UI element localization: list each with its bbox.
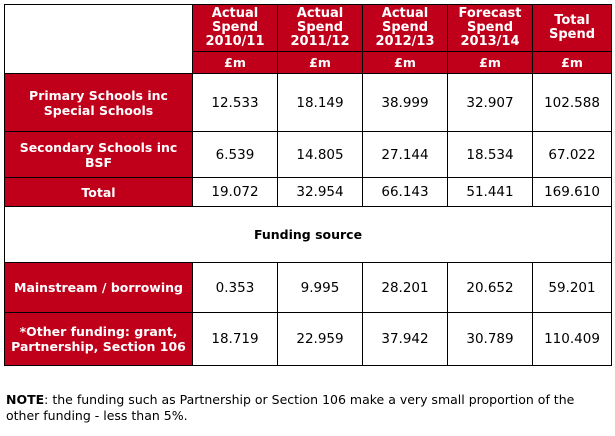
row-header-mainstream: Mainstream / borrowing bbox=[5, 263, 193, 313]
row-header-total: Total bbox=[5, 178, 193, 207]
col-header-2011: Actual Spend 2011/12 bbox=[278, 5, 363, 52]
note-label: NOTE bbox=[6, 392, 45, 407]
table-cell: 32.907 bbox=[448, 74, 533, 132]
unit-cell: £m bbox=[193, 52, 278, 74]
table-cell: 32.954 bbox=[278, 178, 363, 207]
table-cell: 169.610 bbox=[533, 178, 612, 207]
funding-source-heading: Funding source bbox=[5, 207, 612, 263]
row-header-secondary: Secondary Schools inc BSF bbox=[5, 132, 193, 178]
corner-cell bbox=[5, 5, 193, 74]
table-cell: 102.588 bbox=[533, 74, 612, 132]
table-cell: 30.789 bbox=[448, 313, 533, 366]
table-row bbox=[5, 178, 612, 207]
table-cell: 0.353 bbox=[193, 263, 278, 313]
col-header-total: Total Spend bbox=[533, 5, 612, 52]
table-row bbox=[5, 263, 612, 313]
table-cell: 18.534 bbox=[448, 132, 533, 178]
unit-cell: £m bbox=[278, 52, 363, 74]
table-cell: 18.719 bbox=[193, 313, 278, 366]
table-cell: 110.409 bbox=[533, 313, 612, 366]
unit-cell: £m bbox=[533, 52, 612, 74]
table-row bbox=[5, 132, 612, 178]
unit-cell: £m bbox=[363, 52, 448, 74]
table-cell: 67.022 bbox=[533, 132, 612, 178]
table-cell: 6.539 bbox=[193, 132, 278, 178]
table-cell: 27.144 bbox=[363, 132, 448, 178]
footnote bbox=[6, 392, 606, 424]
table-row bbox=[5, 313, 612, 366]
table-cell: 66.143 bbox=[363, 178, 448, 207]
note-text: : the funding such as Partnership or Section 106 make a very small proportion of the other funding - less than 5%. bbox=[6, 392, 575, 423]
table-cell: 51.441 bbox=[448, 178, 533, 207]
row-header-primary: Primary Schools inc Special Schools bbox=[5, 74, 193, 132]
unit-cell: £m bbox=[448, 52, 533, 74]
col-header-2013: Forecast Spend 2013/14 bbox=[448, 5, 533, 52]
table-cell: 28.201 bbox=[363, 263, 448, 313]
table-cell: 9.995 bbox=[278, 263, 363, 313]
table-cell: 12.533 bbox=[193, 74, 278, 132]
table-cell: 18.149 bbox=[278, 74, 363, 132]
table-cell: 20.652 bbox=[448, 263, 533, 313]
row-header-other-funding: *Other funding: grant, Partnership, Section 106 bbox=[5, 313, 193, 366]
table-cell: 59.201 bbox=[533, 263, 612, 313]
table-cell: 37.942 bbox=[363, 313, 448, 366]
table-cell: 22.959 bbox=[278, 313, 363, 366]
spend-table bbox=[4, 4, 612, 366]
table-cell: 14.805 bbox=[278, 132, 363, 178]
table-row bbox=[5, 74, 612, 132]
col-header-2012: Actual Spend 2012/13 bbox=[363, 5, 448, 52]
col-header-2010: Actual Spend 2010/11 bbox=[193, 5, 278, 52]
table-cell: 38.999 bbox=[363, 74, 448, 132]
table-cell: 19.072 bbox=[193, 178, 278, 207]
